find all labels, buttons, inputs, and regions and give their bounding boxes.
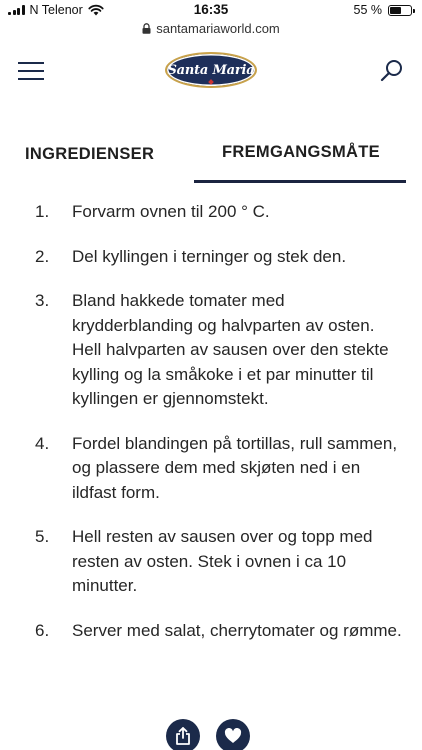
step-text: Fordel blandingen på tortillas, rull sammen, og plassere dem med skjøten ned i en ildfast form. (72, 433, 398, 502)
site-header (0, 40, 422, 102)
carrier-name: N Telenor (29, 3, 83, 17)
step-number: 4. (35, 433, 50, 453)
step-item (0, 289, 422, 412)
status-right (354, 3, 413, 17)
step-text: Del kyllingen i terninger og stek den. (72, 246, 347, 266)
active-tab-indicator (194, 180, 406, 183)
recipe-actions (0, 719, 422, 750)
share-button[interactable] (166, 719, 200, 750)
step-item (0, 245, 422, 270)
step-number: 6. (35, 620, 50, 640)
battery-level-fill (390, 7, 401, 14)
battery-icon (388, 5, 412, 16)
step-text: Bland hakkede tomater med krydderblanding og halvparten av osten. Hell halvparten av sausen over den stekte kylling og la småkoke i et par minutter til kyllingen er gjennomstekt. (72, 291, 389, 408)
recipe-tabs (0, 140, 422, 185)
tab-ingredients[interactable]: INGREDIENSER (25, 145, 155, 163)
step-item (0, 200, 422, 225)
hamburger-menu-icon[interactable] (18, 62, 44, 80)
status-time: 16:35 (193, 2, 229, 17)
search-icon[interactable] (379, 58, 405, 84)
santa-maria-logo[interactable] (165, 52, 257, 88)
step-number: 1. (35, 202, 50, 221)
step-text: Forvarm ovnen til 200 ° C. (72, 202, 270, 221)
step-number: 5. (35, 527, 50, 546)
battery-percent: 55 % (353, 3, 382, 17)
method-steps (0, 200, 422, 643)
address-bar[interactable] (0, 19, 422, 37)
heart-icon (224, 728, 242, 744)
logo-ornament (208, 79, 214, 85)
step-text: Server med salat, cherrytomater og rømme. (72, 620, 402, 640)
favorite-button[interactable] (216, 719, 250, 750)
step-item (0, 619, 422, 644)
lock-icon (142, 23, 151, 34)
step-item (0, 432, 422, 506)
step-number: 3. (35, 291, 50, 310)
url-text: santamariaworld.com (156, 20, 280, 36)
share-icon (175, 727, 191, 745)
logo-text: Santa Maria (167, 62, 255, 78)
step-number: 2. (35, 246, 50, 266)
step-item (0, 525, 422, 599)
step-text: Hell resten av sausen over og topp med resten av osten. Stek i ovnen i ca 10 minutter. (72, 527, 373, 595)
tab-method[interactable]: FREMGANGSMÅTE (222, 143, 380, 161)
status-bar (0, 0, 422, 20)
